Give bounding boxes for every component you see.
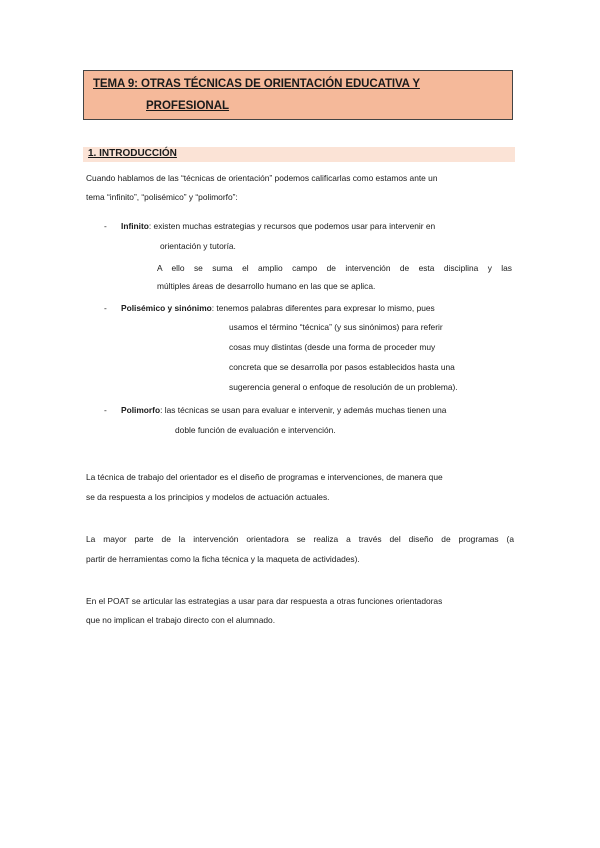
section-title: 1. INTRODUCCIÓN [88, 148, 177, 159]
bullet-1-text: : existen muchas estrategias y recursos que podemos usar para intervenir en [148, 221, 436, 231]
section-heading-bar [83, 147, 515, 162]
bullet-1-first-line [121, 221, 435, 232]
bullet-2-first-line [121, 303, 435, 314]
bullet-2-line-5: sugerencia general o enfoque de resolución de un problema). [229, 382, 458, 392]
bullet-dash-2: - [104, 303, 107, 313]
bullet-3-text: : las técnicas se usan para evaluar e intervenir, y además muchas tienen una [160, 405, 447, 415]
bullet-dash-1: - [104, 221, 107, 231]
bullet-1-line-3: A ello se suma el amplio campo de intervención de esta disciplina y las [157, 263, 512, 273]
bullet-3-term: Polimorfo [121, 405, 161, 415]
bullet-2-line-4: concreta que se desarrolla por pasos establecidos hasta una [229, 362, 455, 372]
bullet-2-line-3: cosas muy distintas (desde una forma de proceder muy [229, 342, 436, 352]
bullet-3-line-2: doble función de evaluación e intervención. [175, 425, 336, 435]
intro-line-2: tema “infinito”, “polisémico” y “polimorfo”: [86, 192, 238, 202]
document-title-line2: PROFESIONAL [146, 100, 230, 112]
bullet-1-term: Infinito [121, 221, 149, 231]
intro-line-1: Cuando hablamos de las “técnicas de orientación” podemos calificarlas como estamos ante un [86, 173, 438, 183]
paragraph-2-line-1: La mayor parte de la intervención orientadora se realiza a través del diseño de programas (a [86, 534, 514, 544]
bullet-dash-3: - [104, 405, 107, 415]
paragraph-2-line-2: partir de herramientas como la ficha técnica y la maqueta de actividades). [86, 554, 360, 564]
bullet-2-text: : tenemos palabras diferentes para expresar lo mismo, pues [211, 303, 435, 313]
document-title-line1: TEMA 9: OTRAS TÉCNICAS DE ORIENTACIÓN EDUCATIVA Y [93, 78, 420, 90]
title-box [83, 70, 513, 120]
bullet-2-line-2: usamos el término “técnica” (y sus sinónimos) para referir [229, 322, 443, 332]
bullet-1-line-4: múltiples áreas de desarrollo humano en las que se aplica. [157, 281, 376, 291]
bullet-1-line-2: orientación y tutoría. [160, 241, 236, 251]
bullet-3-first-line [121, 405, 446, 416]
paragraph-1-line-2: se da respuesta a los principios y modelos de actuación actuales. [86, 492, 330, 502]
paragraph-3-line-2: que no implican el trabajo directo con el alumnado. [86, 615, 276, 625]
bullet-2-term: Polisémico y sinónimo [121, 303, 212, 313]
paragraph-1-line-1: La técnica de trabajo del orientador es el diseño de programas e intervenciones, de manera que [86, 472, 443, 482]
paragraph-3-line-1: En el POAT se articular las estrategias a usar para dar respuesta a otras funciones orientadoras [86, 596, 443, 606]
